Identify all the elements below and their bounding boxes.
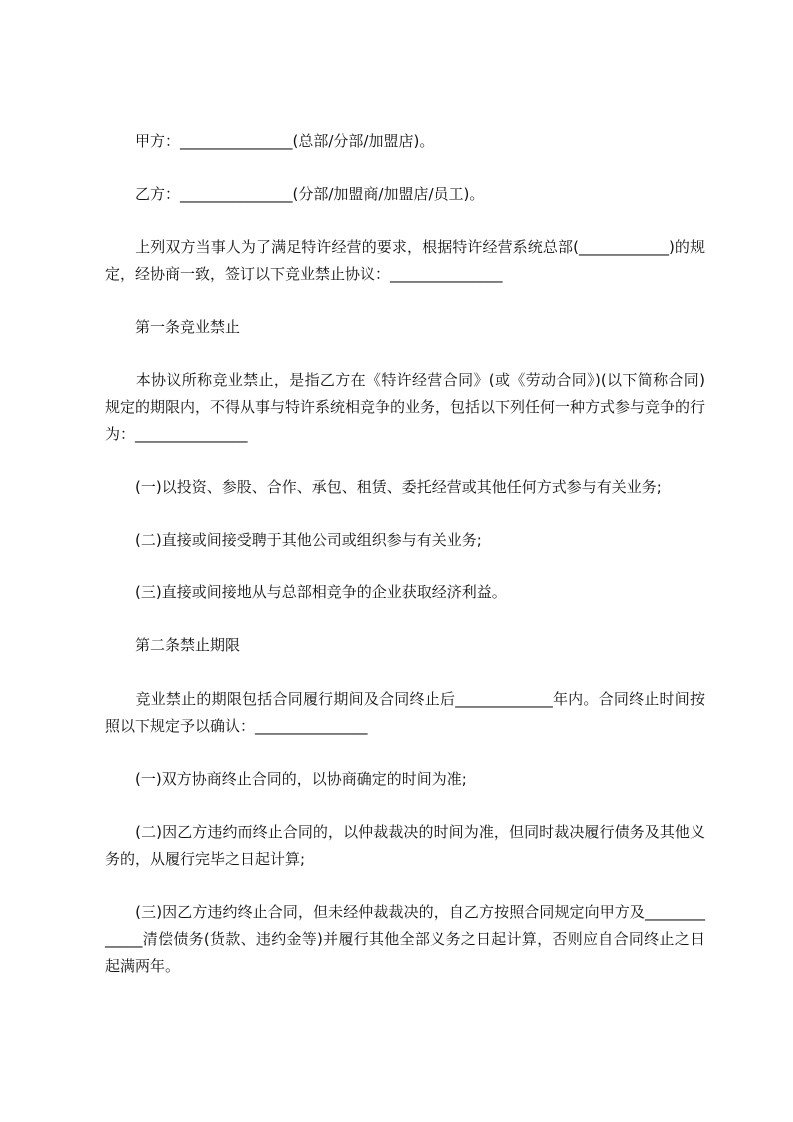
preamble-paragraph: 上列双方当事人为了满足特许经营的要求，根据特许经营系统总部(____________)的规定，经协商一致，签订以下竞业禁止协议：_______________ bbox=[105, 238, 705, 283]
article-2-item-1: (一)双方协商终止合同的，以协商确定的时间为准; bbox=[105, 770, 467, 788]
article-2-heading: 第二条禁止期限 bbox=[105, 636, 241, 654]
article-1-item-3: (三)直接或间接地从与总部相竞争的企业获取经济利益。 bbox=[105, 583, 507, 601]
party-b-line: 乙方：_______________(分部/加盟商/加盟店/员工)。 bbox=[105, 185, 485, 203]
article-2-body: 竞业禁止的期限包括合同履行期间及合同终止后_____________年内。合同终止时间按照以下规定予以确认：_______________ bbox=[105, 690, 705, 735]
article-1-item-2: (二)直接或间接受聘于其他公司或组织参与有关业务; bbox=[105, 531, 482, 549]
article-2-item-2: (二)因乙方违约而终止合同的，以仲裁裁决的时间为准，但同时裁决履行债务及其他义务的，从履行完毕之日起计算; bbox=[105, 823, 705, 868]
party-a-line: 甲方：_______________(总部/分部/加盟店)。 bbox=[105, 132, 435, 150]
article-1-heading: 第一条竞业禁止 bbox=[105, 318, 241, 336]
article-1-body: 本协议所称竞业禁止，是指乙方在《特许经营合同》(或《劳动合同》)(以下简称合同)规定的期限内，不得从事与特许系统相竞争的业务，包括以下列任何一种方式参与竞争的行为：_______________ bbox=[105, 371, 706, 443]
article-2-item-3: (三)因乙方违约终止合同，但未经仲裁裁决的，自乙方按照合同规定向甲方及_____________清偿债务(货款、违约金等)并履行其他全部义务之日起计算，否则应自合同终止之日起满两年。 bbox=[105, 903, 705, 975]
article-1-item-1: (一)以投资、参股、合作、承包、租赁、委托经营或其他任何方式参与有关业务; bbox=[105, 478, 662, 496]
